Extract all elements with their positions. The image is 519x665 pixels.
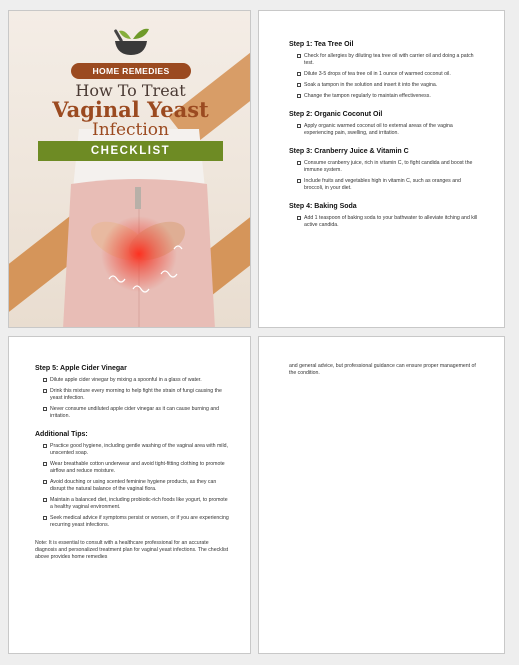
checklist-page-2 — [258, 10, 505, 328]
item-text: Maintain a balanced diet, including probiotic-rich foods like yogurt, to promote a healthy vaginal environment. — [50, 497, 228, 510]
note-continuation: and general advice, but professional guidance can ensure proper management of the condition. — [289, 363, 476, 376]
checklist-page-3 — [8, 336, 251, 654]
step-section — [289, 203, 479, 229]
checklist-page-4 — [258, 336, 505, 654]
item-text: Practice good hygiene, including gentle washing of the vaginal area with mild, unscented soap. — [50, 443, 228, 456]
checklist-item — [43, 406, 230, 420]
checkbox[interactable] — [43, 378, 47, 382]
checklist-item — [297, 82, 479, 89]
cover-title-line1: How To Treat — [75, 81, 186, 100]
step-heading: Step 2: Organic Coconut Oil — [289, 111, 383, 118]
item-text: Never consume undiluted apple cider vinegar as it can cause burning and irritation. — [50, 406, 219, 419]
checklist-item — [43, 497, 230, 511]
cover-page — [8, 10, 251, 328]
item-text: Apply organic warmed coconut oil to external areas of the vagina experiencing pain, swelling, and irritation. — [304, 123, 453, 136]
item-text: Seek medical advice if symptoms persist or worsen, or if you are experiencing recurring yeast infections. — [50, 515, 229, 528]
checklist-item — [43, 377, 230, 384]
checklist-banner: CHECKLIST — [38, 141, 223, 161]
item-text: Soak a tampon in the solution and insert it into the vagina. — [304, 82, 438, 88]
step-section — [289, 41, 479, 100]
cover-title-line3: Infection — [92, 120, 169, 140]
tips-heading: Additional Tips: — [35, 431, 88, 438]
checklist-item — [297, 93, 479, 100]
step-heading: Step 1: Tea Tree Oil — [289, 41, 354, 48]
checklist-item — [297, 178, 479, 192]
step-heading: Step 5: Apple Cider Vinegar — [35, 365, 127, 372]
checklist-item — [297, 71, 479, 78]
step-section — [35, 365, 230, 420]
checkbox[interactable] — [43, 444, 47, 448]
item-text: Change the tampon regularly to maintain effectiveness. — [304, 93, 431, 99]
checkbox[interactable] — [297, 83, 301, 87]
checkbox[interactable] — [297, 72, 301, 76]
checkbox[interactable] — [43, 407, 47, 411]
item-text: Drink this mixture every morning to help fight the strain of fungi causing the yeast infection. — [50, 388, 222, 401]
item-text: Include fruits and vegetables high in vitamin C, such as oranges and broccoli, in your diet. — [304, 178, 461, 191]
checklist-item — [297, 53, 479, 67]
checklist-item — [297, 160, 479, 174]
checklist-item — [43, 443, 230, 457]
home-remedies-badge: HOME REMEDIES — [71, 63, 191, 79]
checkbox[interactable] — [297, 94, 301, 98]
checklist-item — [43, 388, 230, 402]
checkbox[interactable] — [297, 179, 301, 183]
item-text: Dilute apple cider vinegar by mixing a spoonful in a glass of water. — [50, 377, 202, 383]
checkbox[interactable] — [43, 498, 47, 502]
checklist-item — [43, 461, 230, 475]
item-text: Check for allergies by diluting tea tree oil with carrier oil and doing a patch test. — [304, 53, 474, 66]
checklist-item — [297, 123, 479, 137]
page-content — [35, 365, 230, 561]
tips-section — [35, 431, 230, 529]
item-text: Wear breathable cotton underwear and avoid tight-fitting clothing to promote airflow and reduce moisture. — [50, 461, 225, 474]
item-text: Add 1 teaspoon of baking soda to your bathwater to alleviate itching and kill active candida. — [304, 215, 478, 228]
checkbox[interactable] — [297, 161, 301, 165]
checkbox[interactable] — [297, 216, 301, 220]
checkbox[interactable] — [43, 462, 47, 466]
item-text: Consume cranberry juice, rich in vitamin C, to fight candida and boost the immune system. — [304, 160, 473, 173]
step-section — [289, 111, 479, 137]
page-content — [289, 363, 481, 377]
step-heading: Step 4: Baking Soda — [289, 203, 357, 210]
item-text: Avoid douching or using scented feminine hygiene products, as they can disrupt the natural balance of the vaginal flora. — [50, 479, 217, 492]
page-content — [289, 41, 479, 240]
cover-title-line2: Vaginal Yeast — [52, 97, 209, 122]
step-section — [289, 148, 479, 192]
checklist-item — [43, 515, 230, 529]
item-text: Dilute 3-5 drops of tea tree oil in 1 ounce of warmed coconut oil. — [304, 71, 451, 77]
checklist-item — [297, 215, 479, 229]
checkbox[interactable] — [297, 124, 301, 128]
mortar-pestle-leaf-icon — [111, 25, 151, 59]
checkbox[interactable] — [43, 480, 47, 484]
step-heading: Step 3: Cranberry Juice & Vitamin C — [289, 148, 409, 155]
note-paragraph: Note: It is essential to consult with a healthcare professional for an accurate diagnosis and personalized treatment plan for vaginal yeast infections. The checklist above provides home remedies — [35, 540, 229, 560]
checklist-item — [43, 479, 230, 493]
checkbox[interactable] — [297, 54, 301, 58]
checkbox[interactable] — [43, 516, 47, 520]
checkbox[interactable] — [43, 389, 47, 393]
